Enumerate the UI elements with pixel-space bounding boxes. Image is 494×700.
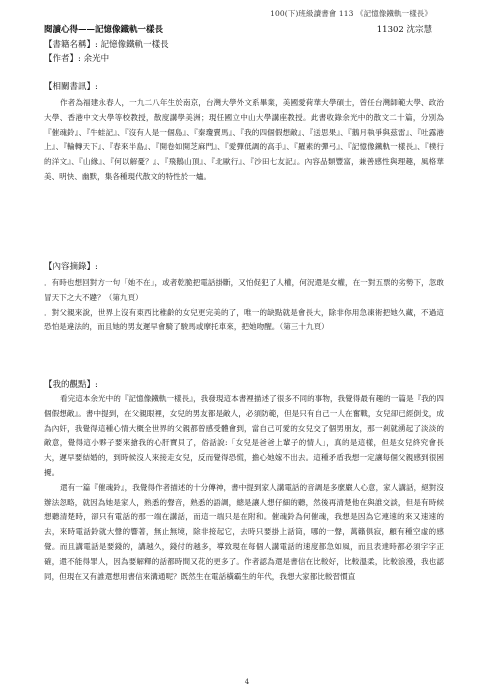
my-view-paragraph: 看完這本余光中的『記憶像鐵軌一樣長』，我發現這本書裡描述了很多不同的事物，我覺得最有趣的一篇是『我的四個假想敵』。書中提到，在父親眼裡，女兒的男友都是敵人，必須防範，但是只有自己一人在奮戰，女兒卻已經倒戈，成為內奸，我覺得這種心情大概全世界的父親都曾感受體會到，當自己可愛的女兒交了個男朋友，那一剎就湧起了淡淡的敵意，覺得這小夥子要來搶我的心肝寶貝了，俗話說:「女兒是爸爸上輩子的情人」，真的是這樣，但是女兒終究會長大，遲早要結婚的，到時候沒人來接走女兒，反而覺得恐慌，擔心她嫁不出去。這種矛盾我想一定讓每個父親感到很困擾。	[44, 394, 444, 477]
excerpt-heading: 【內容摘錄】:	[44, 262, 98, 272]
page-number: 4	[244, 678, 250, 686]
author-line: 【作者】: 余光中	[44, 54, 110, 64]
document-title: 閱讀心得——記憶像鐵軌一樣長	[44, 25, 164, 35]
related-info-heading: 【相關書訊】:	[44, 82, 98, 92]
my-view-heading: 【我的觀點】:	[44, 380, 98, 390]
student-id: 11302 沈宗慧	[376, 25, 432, 35]
excerpt-item: ．對父親來說，世界上沒有東西比稚齡的女兒更完美的了，唯一的缺點就是會長大，除非你用急凍術把她久藏，不過這恐怕是違法的，而且她的男友遲早會騎了駿馬或摩托車來，把她吻醒。（第三十九頁）	[44, 307, 444, 332]
title-row	[44, 23, 432, 35]
my-view-body	[44, 392, 444, 584]
related-info-paragraph: 作者為福建永春人，一九二八年生於南京，台灣大學外文系畢業，美國愛荷華大學碩士，曾任台灣師範大學、政治大學、香港中文大學等校教授，散度講學美洲；現任國立中山大學講座教授。此書收錄余光中的散文二十篇，分別為『催魂鈴』、『牛蛙記』、『沒有人是一個島』、『秦瓊賣馬』、『我的四個假想敵』、『送思果』、『鵝月執爭與茲雷』、『吐露港上』、『輪轉天下』、『春來半島』、『開卷如開芝麻門』、『愛彈低調的高手』、『羅素的彈弓』、『記憶像鐵軌一樣長』、『樸行的洋文』、『山緣』、『何以解憂？』、『飛鵝山頂』、『北歐行』、『沙田七友記』。內容品類豐富，兼善感性與理趣，風格華美、明快、幽默，集各種現代散文的特性於一爐。	[44, 98, 444, 181]
excerpt-item: ．有時也想回對方一句「她不在」，或者乾脆把電話掛斷，又怕促犯了人權，何況還是女權，在一對五票的劣勢下，忽敢冒天下之大不韙？（第九頁）	[44, 278, 444, 302]
related-info-body	[44, 96, 444, 185]
excerpt-body	[44, 276, 444, 335]
my-view-paragraph: 還有一篇『催魂鈴』，我覺得作者描述的十分傳神，書中提到家人講電話的音調是多麼嚴人心意，家人講話，絕對沒辦法忽略，就因為她是家人，熟悉的聲音，熟悉的語調，總是讓人想仔細的聽，然後再清楚他在與誰交談，但是有時候想聽清楚時，卻只有電話的那一端在講話，而這一端只是在附和。催魂鈴為何催魂，我想是因為它連速的來又速速的去，來時電話鈴就大聲的響著，無止無境，除非接起它，去時只要掛上話筒，哪的一聲，萬籟俱寂，顧有種空虛的感覺。而且講電話是要錢的，講越久，錢付的越多，導致現在每個人講電話的速度都急如風，而且表達時都必須字字正確，還不能得罪人，因為要解釋的話都時間又花的更多了。作者認為還是書信在比較好，比較溫柔，比較浪漫，我也認同，但現在又有誰還想用書信來溝通呢？既然生在電話橫霸生的年代，我想大家都比較習慣直	[44, 482, 444, 581]
running-header: 100(下)班級讀書會 113 《記憶像鐵軌一樣長》	[270, 9, 432, 18]
book-name-line: 【書籍名稱】: 記憶像鐵軌一樣長	[44, 40, 169, 50]
